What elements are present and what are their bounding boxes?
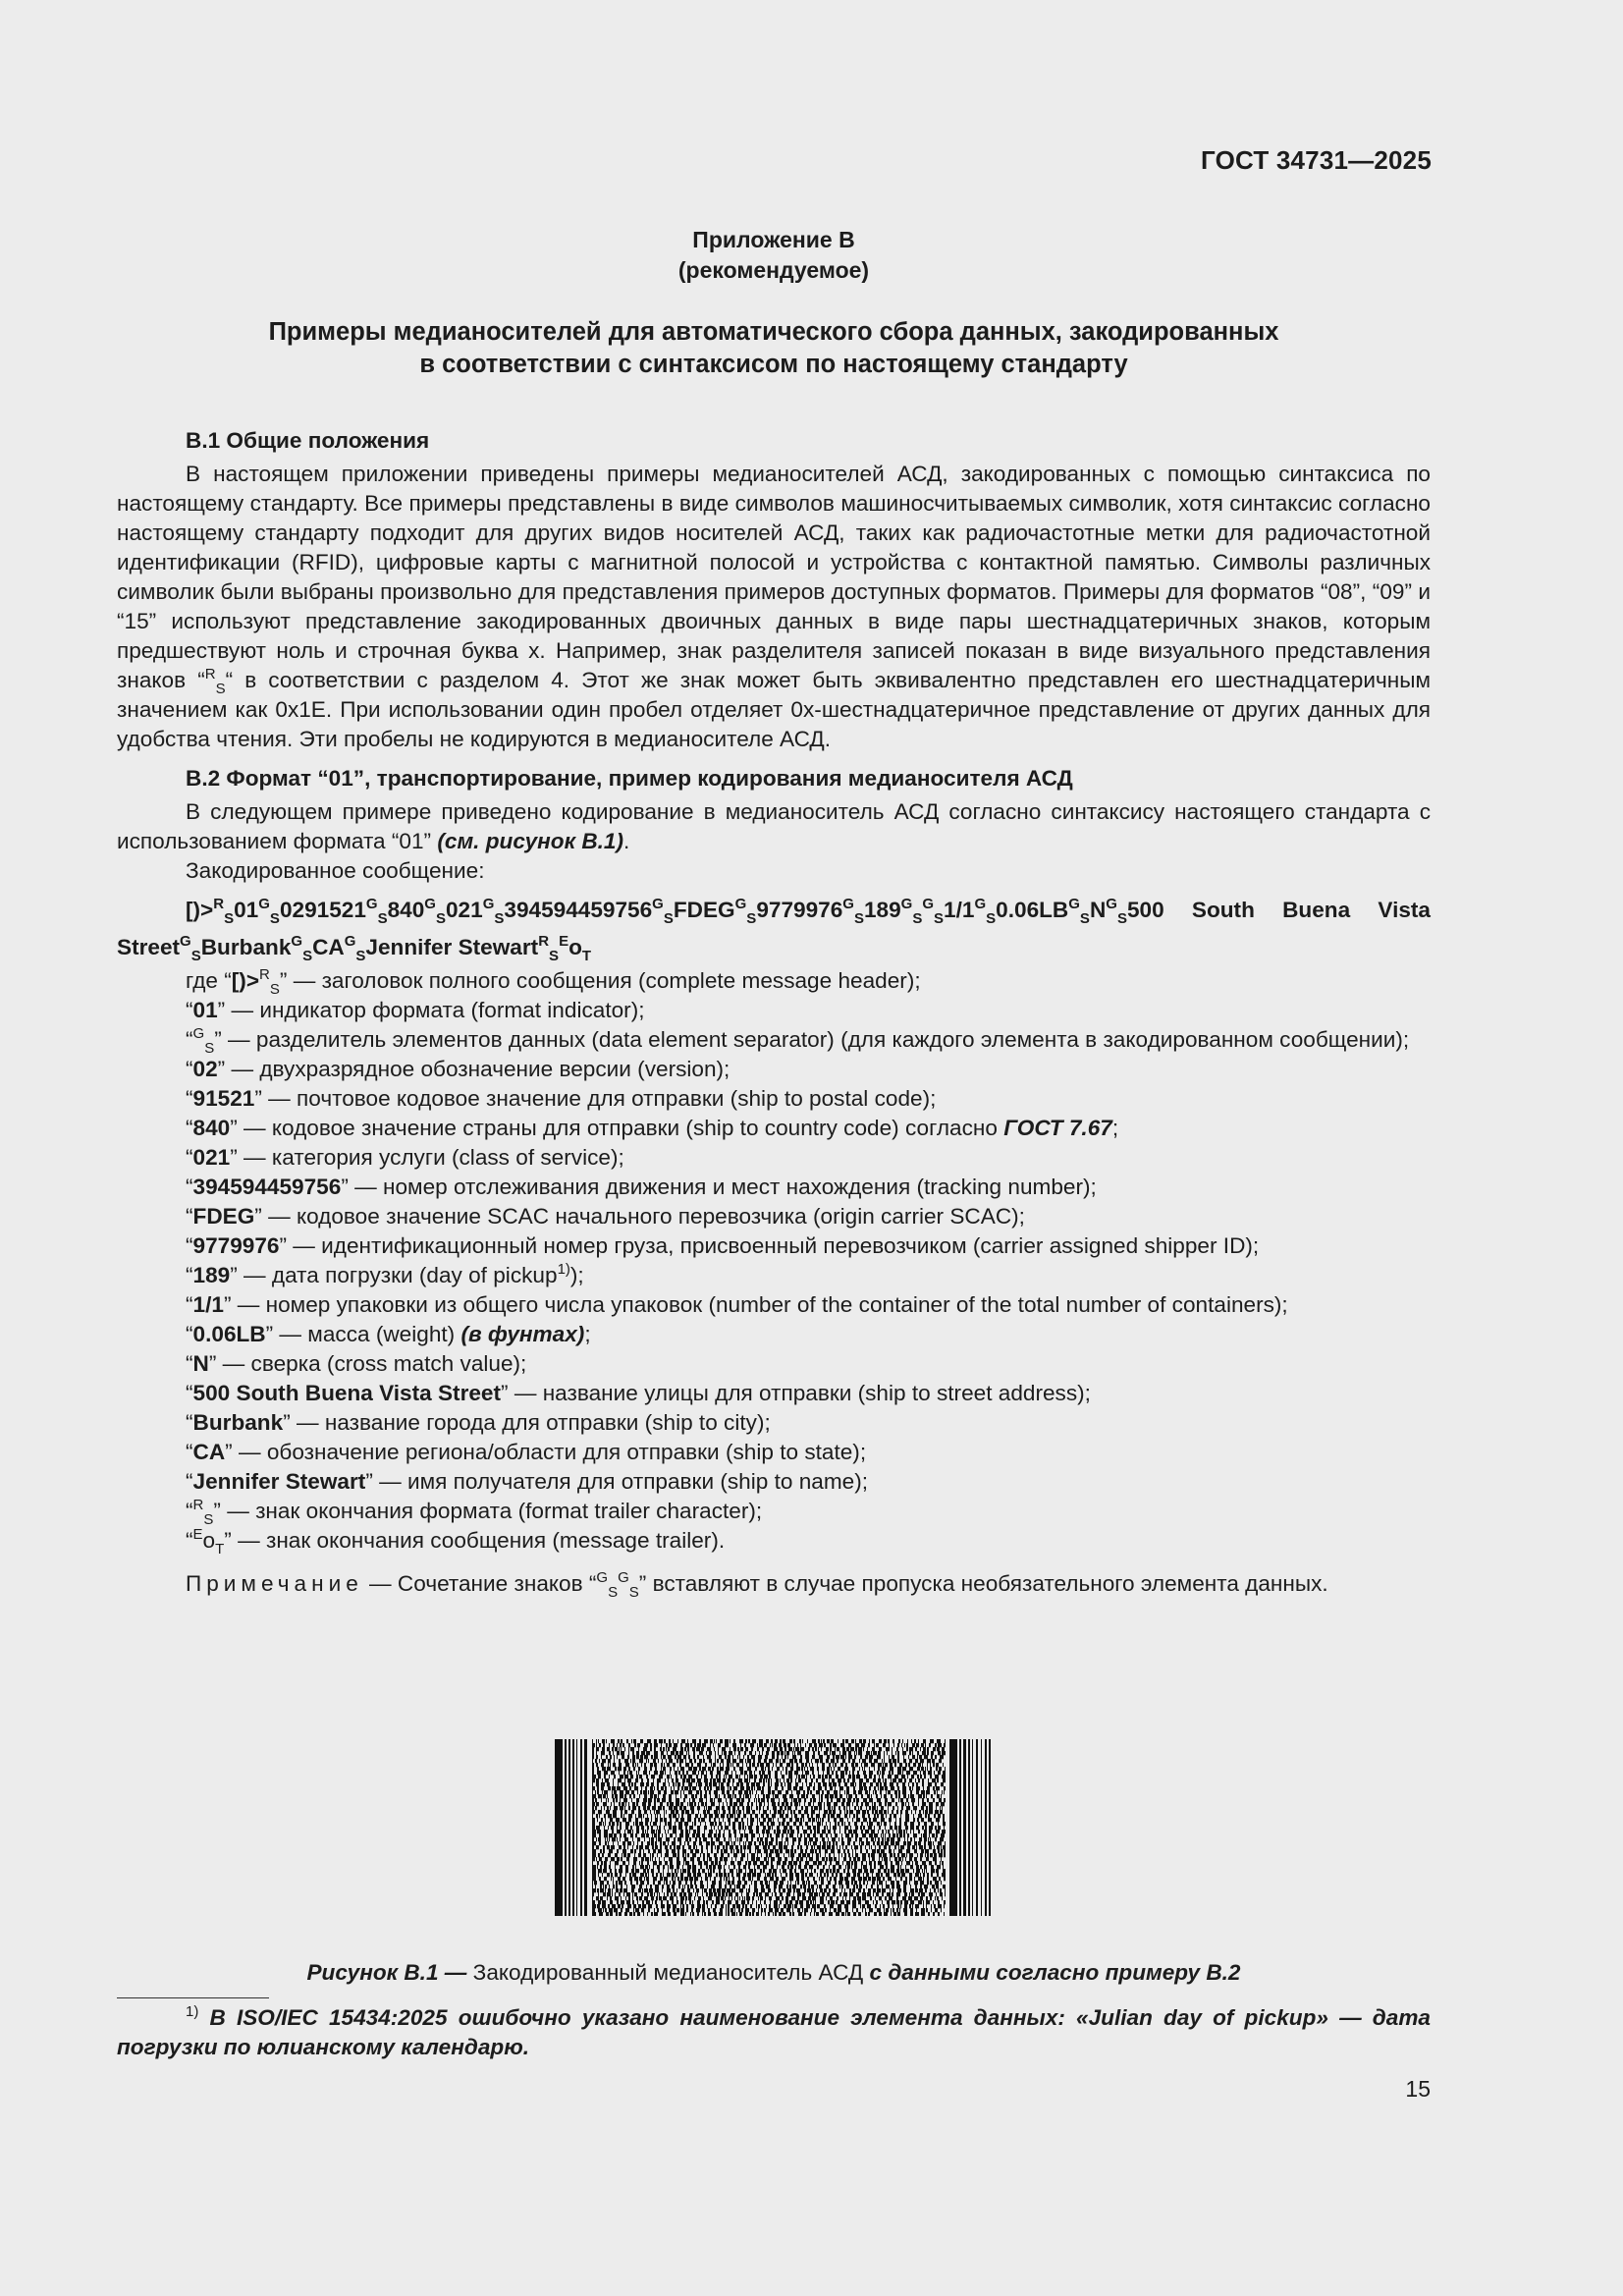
encoded-message: $[)>^R_S01^G_S0291521^G_S840^G_S021^G_S394594459756^G_SFDEG^G_S9779976^G_S189^G_S^G_S1/1^G_S0.06LB^G_SN^G_S500$ South Buena Vista $Street^G_SBurbank^G_SCA^G_SJennifer$ $Stewart^R_S^Eo_T$ [117,896,1431,964]
figure-caption [0,1960,1547,1986]
where-item: “0.06LB” — масса (weight) (в фунтах); [186,1322,591,1346]
intro-period: . [623,829,630,853]
rs-sup: R [204,666,216,683]
gost-reference: ГОСТ 7.67 [1003,1116,1112,1140]
where-item: “02” — двухразрядное обозначение версии (version); [186,1057,730,1081]
example-intro [117,797,1431,856]
paragraph-text: “ в соответствии с разделом 4. Этот же знак может быть эквивалентно представлен его шестнадцатеричным значением как 0x1E. При использовании один пробел отделяет 0x-шестнадцатеричное представление от других данных для удобства чтения. Эти пробелы не кодируются в медианосителе АСД. [117,668,1432,751]
general-provisions-paragraph [117,460,1431,754]
where-item: “Jennifer Stewart” — имя получателя для отправки (ship to name); [186,1469,869,1494]
appendix-status: (рекомендуемое) [677,257,870,283]
intro-text: В следующем примере приведено кодирование в медианоситель АСД согласно синтаксису настоящего стандарта с использованием формата “01” [117,799,1431,853]
barcode-graphic [555,1739,991,1916]
where-item: “840” — кодовое значение страны для отправки (ship to country code) согласно ГОСТ 7.67; [186,1116,1119,1140]
where-header-line: где “[)>$^R_S$” — заголовок полного сообщения (complete message header); [186,966,921,998]
where-item-message-trailer: “$^Eo_T$” — знак окончания сообщения (message trailer). [186,1526,726,1558]
footnote [117,2003,1431,2062]
footnote-mark: 1) [186,2003,199,2020]
appendix-title-line-1: Примеры медианосителей для автоматического сбора данных, закодированных [268,318,1279,346]
figure-label: Рисунок В.1 — [306,1960,467,1985]
page-number: 15 [1405,2076,1431,2102]
paragraph-text: В настоящем приложении приведены примеры медианосителей АСД, закодированных с помощью синтаксиса по настоящему стандарту. Все примеры представлены в виде символов машиносчитываемых символик, хотя синтаксис согласно настоящему стандарту подходит для других видов носителей АСД, таких как радиочастотные метки для радиочастотной идентификации (RFID), цифровые карты с магнитной полосой и устройства с контактной памятью. Символы различных символик были выбраны произвольно для представления примеров доступных форматов. Примеры для форматов “08”, “09” и “15” используют представление закодированных двоичных данных в виде пары шестнадцатеричных знаков, которым предшествуют ноль и строчная буква x. Например, знак разделителя записей показан в виде визуального представления знаков “ [117,462,1431,692]
footnote-text: В ISO/IEC 15434:2025 ошибочно указано наименование элемента данных: «Julian day of pickup» — дата погрузки по юлианскому календарю. [117,2005,1431,2059]
note: Примечание — Сочетание знаков “$^G_S^G_S$” вставляют в случае пропуска необязательного элемента данных. [186,1569,1328,1601]
encoded-message-label: Закодированное сообщение: [186,858,485,883]
standard-designation: ГОСТ 34731—2025 [1201,145,1432,175]
where-item: “1/1” — номер упаковки из общего числа упаковок (number of the container of the total number of containers); [186,1292,1288,1317]
where-item: “FDEG” — кодовое значение SCAC начального перевозчика (origin carrier SCAC); [186,1204,1025,1229]
footnote-marker: 1) [557,1261,570,1278]
where-item: “500 South Buena Vista Street” — название улицы для отправки (ship to street address); [186,1381,1091,1405]
section-heading-b2: В.2 Формат “01”, транспортирование, пример кодирования медианосителя АСД [186,766,1073,791]
appendix-title-line-2: в соответствии с синтаксисом по настоящему стандарту [419,351,1128,378]
where-item: “N” — сверка (cross match value); [186,1351,527,1376]
where-item: “91521” — почтовое кодовое значение для отправки (ship to postal code); [186,1086,937,1111]
note-label: Примечание [186,1571,363,1596]
where-item: “01” — индикатор формата (format indicator); [186,998,645,1022]
where-item: “021” — категория услуги (class of service); [186,1145,624,1170]
where-item: “CA” — обозначение региона/области для отправки (ship to state); [186,1440,867,1464]
footnote-divider [117,1997,269,1998]
figure-reference: (см. рисунок В.1) [437,829,624,853]
where-item-format-trailer: “$^R_S$” — знак окончания формата (format trailer character); [186,1497,763,1528]
where-item: “189” — дата погрузки (day of pickup$^{1)}$); [186,1261,584,1287]
pdf417-barcode-image [555,1739,991,1916]
section-heading-b1: В.1 Общие положения [186,428,430,453]
appendix-label: Приложение В [692,227,855,252]
where-item: “9779976” — идентификационный номер груза, присвоенный перевозчиком (carrier assigned shipper ID); [186,1233,1260,1258]
page-body [117,426,1431,1599]
where-item: “Burbank” — название города для отправки (ship to city); [186,1410,771,1435]
weight-unit-note: (в фунтах) [460,1322,585,1346]
where-item-separator: “$^G_S$” — разделитель элементов данных (data element separator) (для каждого элемента в закодированном сообщении); [186,1025,1410,1057]
where-item: “394594459756” — номер отслеживания движения и мест нахождения (tracking number); [186,1175,1097,1199]
rs-sub: S [215,681,226,697]
appendix-title [0,316,1547,381]
figure-text: Закодированный медианоситель АСД [466,1960,870,1985]
figure-suffix: с данными согласно примеру В.2 [869,1960,1241,1985]
